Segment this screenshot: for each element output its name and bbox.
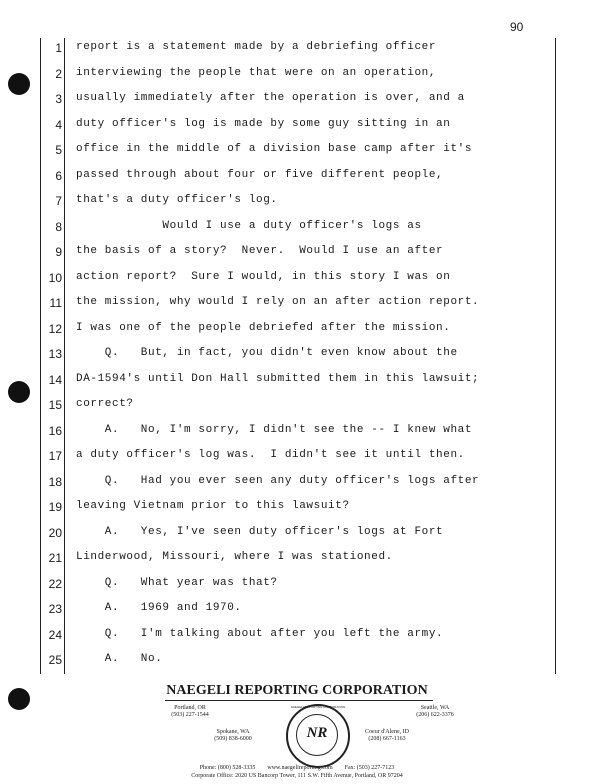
line-number: 3 — [55, 92, 62, 106]
transcript-line: a duty officer's log was. I didn't see it until then. — [76, 449, 465, 461]
transcript-line: A. 1969 and 1970. — [76, 602, 242, 614]
spokane-office — [203, 729, 263, 743]
footer-rule — [165, 700, 433, 701]
transcript-line: DA-1594's until Don Hall submitted them in this lawsuit; — [76, 372, 480, 385]
transcript-line: Q. I'm talking about after you left the army. — [76, 627, 444, 640]
footer-company-name: NAEGELI REPORTING CORPORATION — [166, 683, 428, 698]
line-number: 21 — [48, 551, 62, 565]
spokane-city: Spokane, WA — [216, 729, 250, 735]
line-number: 9 — [55, 245, 62, 259]
transcript-line: Linderwood, Missouri, where I was stationed. — [76, 551, 393, 563]
seal-inner-ring — [296, 714, 338, 756]
transcript-line: office in the middle of a division base camp after it's — [76, 143, 473, 155]
line-number: 17 — [48, 449, 62, 463]
transcript-line: Would I use a duty officer's logs as — [76, 219, 422, 232]
transcript-line: passed through about four or five different people, — [76, 168, 444, 181]
coeur-office — [352, 729, 422, 743]
line-number: 20 — [48, 525, 62, 540]
transcript-line: usually immediately after the operation is over, and a — [76, 92, 465, 104]
company-seal — [286, 704, 350, 768]
line-number: 12 — [48, 321, 62, 336]
line-number: 19 — [48, 500, 62, 514]
transcript-line: Q. What year was that? — [76, 576, 278, 589]
line-number: 11 — [49, 296, 62, 310]
line-number: 14 — [48, 372, 62, 387]
transcript-line: the mission, why would I rely on an after action report. — [76, 296, 480, 308]
line-number: 16 — [48, 423, 62, 438]
line-number: 8 — [55, 219, 62, 234]
transcript-line: leaving Vietnam prior to this lawsuit? — [76, 500, 350, 512]
seattle-office — [405, 705, 465, 719]
footer-phone-line: Phone: (800) 528-3335 www.naegelireporting.com Fax: (503) 227-7123 — [199, 765, 395, 771]
transcript-line: A. No, I'm sorry, I didn't see the -- I knew what — [76, 423, 473, 436]
line-number: 18 — [48, 474, 62, 489]
spokane-phone: (509) 838-6000 — [214, 736, 252, 742]
seattle-phone: (206) 622-3376 — [416, 712, 454, 718]
transcript-line: Q. Had you ever seen any duty officer's logs after — [76, 474, 480, 487]
line-number: 15 — [48, 398, 62, 412]
transcript-line: interviewing the people that were on an operation, — [76, 66, 437, 79]
seal-monogram: NR — [306, 725, 328, 741]
transcript-line: I was one of the people debriefed after the mission. — [76, 321, 451, 334]
transcript-line: Q. But, in fact, you didn't even know about the — [76, 347, 458, 359]
transcript-line: action report? Sure I would, in this story I was on — [76, 270, 451, 283]
binder-hole-middle — [8, 381, 30, 403]
coeur-city: Coeur d'Alene, ID — [365, 729, 409, 735]
binder-hole-top — [8, 73, 30, 95]
line-number: 25 — [48, 653, 62, 667]
seal-ring-text: NAEGELI REPORTING CORPORATION — [290, 705, 346, 709]
portland-phone: (503) 227-1544 — [171, 712, 209, 718]
transcript-line: correct? — [76, 398, 134, 410]
line-number: 7 — [55, 194, 62, 208]
transcript-line: report is a statement made by a debriefing officer — [76, 41, 437, 53]
footer-office-line: Corporate Office: 2020 US Bancorp Tower, 111 S.W. Fifth Avenue, Portland, OR 97204 — [191, 773, 403, 779]
page-number: 90 — [510, 20, 524, 34]
line-number: 13 — [48, 347, 62, 361]
seattle-city: Seattle, WA — [420, 705, 450, 711]
transcript-line: A. Yes, I've seen duty officer's logs at Fort — [76, 525, 444, 538]
portland-office — [160, 705, 220, 719]
line-number: 5 — [55, 143, 62, 157]
line-number: 22 — [48, 576, 62, 591]
line-number: 2 — [55, 66, 62, 81]
line-number: 6 — [55, 168, 62, 183]
coeur-phone: (208) 667-1163 — [368, 736, 406, 742]
line-number: 10 — [48, 270, 62, 285]
transcript-line: duty officer's log is made by some guy sitting in an — [76, 117, 451, 130]
transcript-line: A. No. — [76, 653, 163, 665]
line-number: 1 — [55, 41, 62, 55]
line-number: 4 — [55, 117, 62, 132]
transcript-line: that's a duty officer's log. — [76, 194, 278, 206]
portland-city: Portland, OR — [174, 705, 206, 711]
line-number: 24 — [48, 627, 62, 642]
transcript-line: the basis of a story? Never. Would I use an after — [76, 245, 444, 257]
line-number: 23 — [48, 602, 62, 616]
